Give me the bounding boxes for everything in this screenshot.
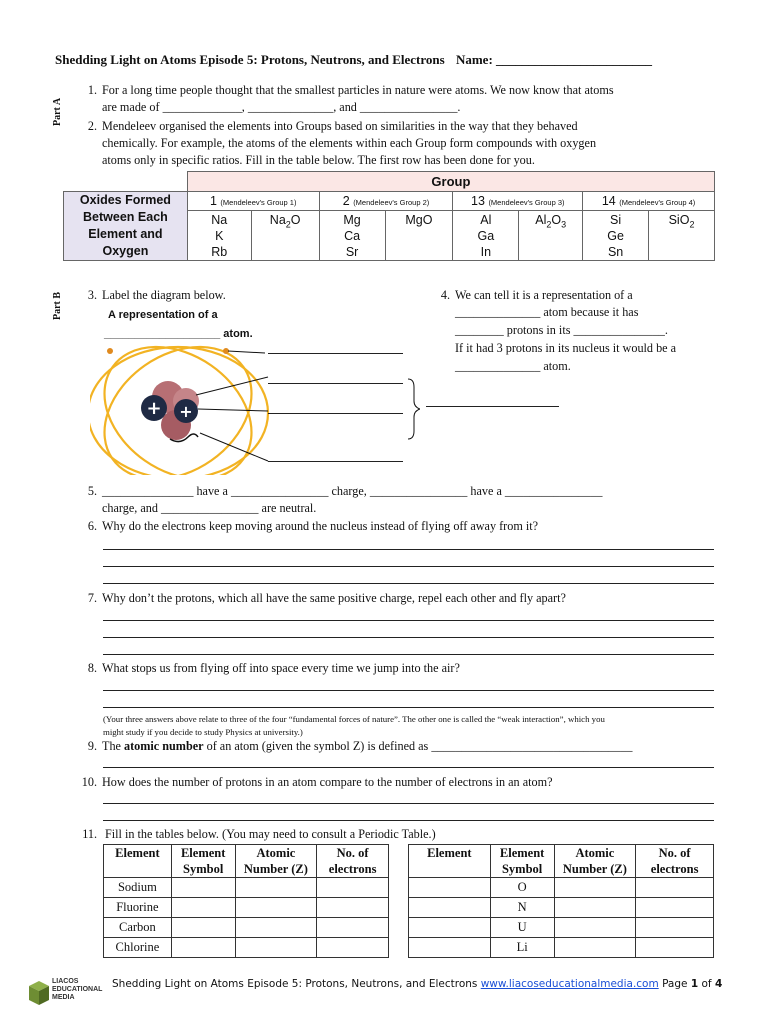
- answer-cell[interactable]: [235, 898, 317, 918]
- answer-cell[interactable]: [554, 918, 636, 938]
- question-text: The atomic number of an atom (given the symbol Z) is defined as _________________________________: [102, 739, 633, 753]
- question-number: 8.: [87, 661, 97, 675]
- question-9: [75, 738, 735, 756]
- question-text: Why do the electrons keep moving around the nucleus instead of flying off away from it?: [102, 519, 539, 533]
- symbol-cell: O: [490, 878, 554, 898]
- question-text: How does the number of protons in an atom compare to the number of electrons in an atom?: [102, 775, 553, 789]
- answer-cell[interactable]: [317, 878, 389, 898]
- question-6: [75, 518, 735, 536]
- svg-text:+: +: [179, 402, 193, 421]
- element-cell: Sr: [319, 244, 385, 261]
- question-8: [75, 660, 735, 678]
- table-row: [409, 918, 714, 938]
- question-7: [75, 590, 735, 608]
- answer-cell[interactable]: [171, 938, 235, 958]
- answer-line[interactable]: [103, 566, 714, 567]
- question-text: For a long time people thought that the smallest particles in nature were atoms. We now know that atoms: [102, 83, 614, 97]
- part-a-label: Part A: [52, 97, 63, 126]
- table-row: [409, 898, 714, 918]
- name-field[interactable]: Name: ________________________: [455, 52, 653, 67]
- label-blank-4[interactable]: [268, 461, 403, 462]
- answer-line[interactable]: [103, 803, 714, 804]
- element-cell: Si: [583, 211, 649, 229]
- col-header-symbol: Element Symbol: [171, 845, 235, 878]
- oxides-row-label: Oxides Formed Between Each Element and Oxygen: [64, 192, 188, 261]
- col-header-electrons: No. of electrons: [636, 845, 714, 878]
- note-line: (Your three answers above relate to three of the four “fundamental forces of nature”. The other one is called the “weak interaction”, which you: [103, 714, 605, 724]
- answer-cell[interactable]: [636, 938, 714, 958]
- col-header-symbol: Element Symbol: [490, 845, 554, 878]
- question-text: atoms only in specific ratios. Fill in the table below. The first row has been done for you.: [102, 153, 535, 167]
- note-line: might study if you decide to study Physics at university.): [103, 727, 303, 737]
- element-cell: Mg: [319, 211, 385, 229]
- logo-text: LIACOS: [52, 978, 79, 985]
- question-text: Label the diagram below.: [102, 288, 226, 302]
- answer-blanks[interactable]: _______________ have a ________________ charge, ________________ have a ________________: [102, 484, 603, 498]
- question-text: What stops us from flying off into space every time we jump into the air?: [102, 661, 460, 675]
- question-text: We can tell it is a representation of a: [455, 288, 633, 302]
- answer-cell[interactable]: [235, 918, 317, 938]
- answer-cell[interactable]: [171, 878, 235, 898]
- question-text: chemically. For example, the atoms of the elements within each Group form compounds with oxygen: [102, 136, 597, 150]
- answer-blanks[interactable]: charge, and ________________ are neutral.: [102, 501, 317, 515]
- group-13-header: 13 (Mendeleev's Group 3): [453, 192, 583, 211]
- question-4: [428, 287, 728, 375]
- question-number: 3.: [87, 288, 97, 302]
- element-cell: In: [453, 244, 519, 261]
- answer-cell[interactable]: [409, 938, 491, 958]
- table-row: [104, 898, 389, 918]
- diagram-caption-line1: A representation of a: [108, 309, 218, 321]
- answer-cell[interactable]: [409, 918, 491, 938]
- question-number: 6.: [87, 519, 97, 533]
- worksheet-title: Shedding Light on Atoms Episode 5: Protons, Neutrons, and Electrons: [55, 52, 445, 67]
- answer-line[interactable]: [103, 654, 714, 655]
- answer-blanks[interactable]: are made of _____________, ______________, and ________________.: [102, 100, 461, 114]
- table-row: [104, 938, 389, 958]
- answer-cell[interactable]: [171, 898, 235, 918]
- question-10: [75, 774, 735, 792]
- question-11: [75, 826, 735, 844]
- question-2: [75, 118, 735, 170]
- question-number: 2.: [87, 119, 97, 133]
- forces-note: [103, 713, 605, 739]
- element-cell: Ge: [583, 228, 649, 244]
- table-row: [104, 878, 389, 898]
- element-table-left: [103, 844, 389, 958]
- answer-line[interactable]: [103, 620, 714, 621]
- answer-cell[interactable]: [171, 918, 235, 938]
- publisher-logo: [28, 978, 112, 1008]
- question-number: 5.: [87, 484, 97, 498]
- question-number: 4.: [440, 288, 450, 302]
- question-number: 9.: [87, 739, 97, 753]
- part-b-label: Part B: [52, 291, 63, 320]
- atom-diagram: [90, 335, 420, 475]
- oxide-cell: $Na_2O$: [251, 211, 319, 261]
- answer-cell[interactable]: [636, 918, 714, 938]
- svg-text:+: +: [146, 398, 162, 419]
- element-cell: Na: [187, 211, 251, 229]
- answer-cell[interactable]: [409, 898, 491, 918]
- table-row: [409, 938, 714, 958]
- group-table: [63, 171, 715, 261]
- answer-cell[interactable]: [554, 898, 636, 918]
- answer-line[interactable]: [103, 767, 714, 768]
- col-header-element: Element: [104, 845, 172, 878]
- footer-title: Shedding Light on Atoms Episode 5: Protons, Neutrons, and Electrons: [112, 978, 478, 990]
- answer-cell[interactable]: [636, 878, 714, 898]
- answer-cell[interactable]: [235, 938, 317, 958]
- element-name-cell: Carbon: [104, 918, 172, 938]
- answer-line[interactable]: [103, 820, 714, 821]
- answer-cell[interactable]: [554, 938, 636, 958]
- logo-text: MEDIA: [52, 994, 75, 1001]
- electron-dot: [107, 348, 113, 354]
- question-3: [75, 287, 375, 305]
- element-cell: Al: [453, 211, 519, 229]
- label-blank-1[interactable]: [268, 353, 403, 354]
- oxide-cell[interactable]: SiO$_2$: [649, 211, 715, 261]
- answer-line[interactable]: [103, 583, 714, 584]
- element-cell: Rb: [187, 244, 251, 261]
- question-text: Why don’t the protons, which all have the same positive charge, repel each other and fly apart?: [102, 591, 566, 605]
- page-title: [55, 52, 652, 68]
- question-number: 7.: [87, 591, 97, 605]
- col-header-atomic-number: Atomic Number (Z): [235, 845, 317, 878]
- element-name-cell: Chlorine: [104, 938, 172, 958]
- label-blank-3[interactable]: [268, 413, 403, 414]
- oxide-cell: MgO: [385, 211, 453, 261]
- answer-line[interactable]: [103, 549, 714, 550]
- cube-icon: [28, 980, 50, 1006]
- table-row: [409, 878, 714, 898]
- page-footer: [112, 978, 722, 990]
- label-blank-group[interactable]: [426, 406, 559, 407]
- element-table-right: [408, 844, 714, 958]
- answer-cell[interactable]: [317, 918, 389, 938]
- answer-line[interactable]: [103, 690, 714, 691]
- col-header-electrons: No. of electrons: [317, 845, 389, 878]
- element-cell: Ca: [319, 228, 385, 244]
- oxide-cell[interactable]: $Al_2O_3$: [519, 211, 583, 261]
- symbol-cell: Li: [490, 938, 554, 958]
- question-number: 11.: [82, 827, 97, 841]
- logo-text: EDUCATIONAL: [52, 986, 103, 993]
- nucleus: [141, 381, 199, 440]
- answer-cell[interactable]: [409, 878, 491, 898]
- question-number: 1.: [87, 83, 97, 97]
- group-header: Group: [187, 172, 714, 192]
- question-text: If it had 3 protons in its nucleus it would be a: [455, 341, 677, 355]
- table-row: [104, 918, 389, 938]
- symbol-cell: N: [490, 898, 554, 918]
- answer-cell[interactable]: [317, 938, 389, 958]
- group-14-header: 14 (Mendeleev's Group 4): [583, 192, 715, 211]
- answer-cell[interactable]: [235, 878, 317, 898]
- page-number: Page 1 of 4: [662, 978, 723, 990]
- label-blank-2[interactable]: [268, 383, 403, 384]
- answer-cell[interactable]: [317, 898, 389, 918]
- answer-blanks[interactable]: ________ protons in its _______________.: [455, 323, 668, 337]
- element-name-cell: Fluorine: [104, 898, 172, 918]
- element-cell: K: [187, 228, 251, 244]
- answer-blanks[interactable]: ______________ atom.: [455, 359, 571, 373]
- col-header-element: Element: [409, 845, 491, 878]
- brace: [408, 379, 420, 439]
- col-header-atomic-number: Atomic Number (Z): [554, 845, 636, 878]
- question-text: Mendeleev organised the elements into Groups based on similarities in the way that they behaved: [102, 119, 578, 133]
- answer-line[interactable]: [103, 707, 714, 708]
- group-2-header: 2 (Mendeleev's Group 2): [319, 192, 453, 211]
- group-1-header: 1 (Mendeleev's Group 1): [187, 192, 319, 211]
- answer-line[interactable]: [103, 637, 714, 638]
- website-link[interactable]: www.liacoseducationalmedia.com: [480, 978, 659, 990]
- element-name-cell: Sodium: [104, 878, 172, 898]
- answer-cell[interactable]: [636, 898, 714, 918]
- element-cell: Sn: [583, 244, 649, 261]
- diagram-caption-line2[interactable]: ___________________ atom.: [104, 328, 253, 340]
- blank-corner: [64, 172, 188, 192]
- question-1: [75, 82, 735, 116]
- answer-blanks[interactable]: ______________ atom because it has: [455, 305, 639, 319]
- element-cell: Ga: [453, 228, 519, 244]
- question-5: [75, 483, 735, 517]
- question-number: 10.: [81, 775, 97, 789]
- symbol-cell: U: [490, 918, 554, 938]
- question-text: Fill in the tables below. (You may need to consult a Periodic Table.): [105, 827, 436, 841]
- answer-cell[interactable]: [554, 878, 636, 898]
